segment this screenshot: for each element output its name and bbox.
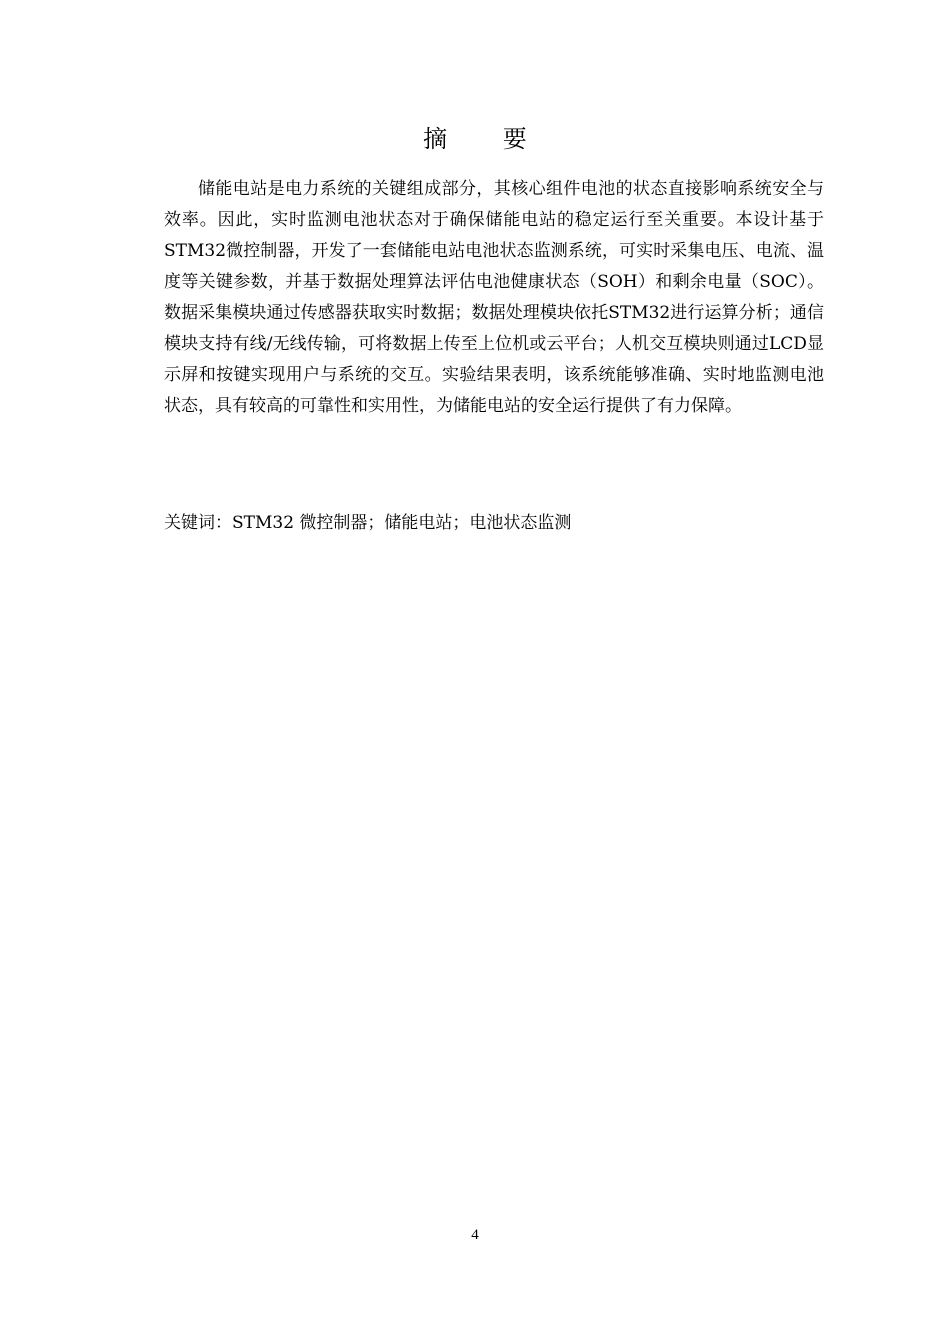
keywords-line xyxy=(164,508,824,538)
page-number: 4 xyxy=(471,1227,479,1243)
abstract-body: 储能电站是电力系统的关键组成部分，其核心组件电池的状态直接影响系统安全与效率。因此，实时监测电池状态对于确保储能电站的稳定运行至关重要。本设计基于STM32微控制器，开发了一套储能电站电池状态监测系统，可实时采集电压、电流、温度等关键参数，并基于数据处理算法评估电池健康状态（SOH）和剩余电量（SOC）。数据采集模块通过传感器获取实时数据；数据处理模块依托STM32进行运算分析；通信模块支持有线/无线传输，可将数据上传至上位机或云平台；人机交互模块则通过LCD显示屏和按键实现用户与系统的交互。实验结果表明，该系统能够准确、实时地监测电池状态，具有较高的可靠性和实用性，为储能电站的安全运行提供了有力保障。 xyxy=(164,179,824,416)
abstract-title: 摘 要 xyxy=(423,125,551,153)
keywords-label: 关键词： xyxy=(164,513,232,533)
keywords-value: STM32 微控制器；储能电站；电池状态监测 xyxy=(232,513,572,533)
